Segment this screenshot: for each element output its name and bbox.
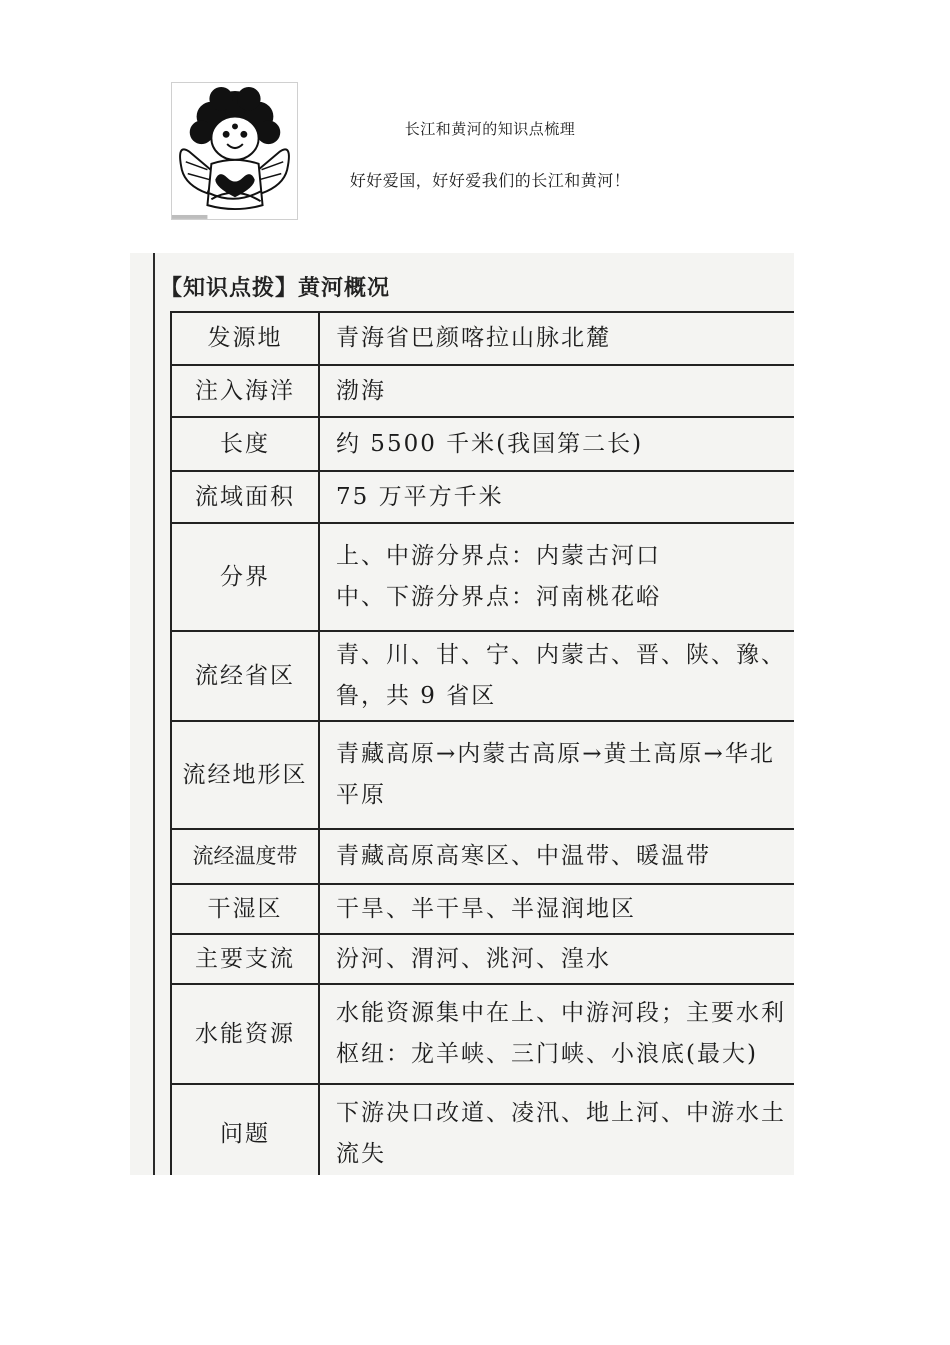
- row-key: 干湿区: [171, 884, 319, 934]
- table-row: [171, 523, 794, 631]
- page-title: 长江和黄河的知识点梳理: [404, 120, 576, 138]
- row-value: 青藏高原高寒区、中温带、暖温带: [319, 829, 794, 884]
- row-key: 主要支流: [171, 934, 319, 984]
- row-value: 干旱、半干旱、半湿润地区: [319, 884, 794, 934]
- row-value: 渤海: [319, 365, 794, 417]
- row-key: 分界: [171, 523, 319, 631]
- yellow-river-facts-table: [170, 311, 794, 1175]
- section-heading: 【知识点拨】黄河概况: [160, 275, 391, 301]
- row-key: 问题: [171, 1084, 319, 1175]
- row-key: 发源地: [171, 312, 319, 365]
- row-key: 流经温度带: [171, 829, 319, 884]
- row-key: 长度: [171, 417, 319, 471]
- row-value: 约 5500 千米(我国第二长): [319, 417, 794, 471]
- row-value: 青海省巴颜喀拉山脉北麓: [319, 312, 794, 365]
- row-value: 水能资源集中在上、中游河段；主要水利枢纽：龙羊峡、三门峡、小浪底(最大): [319, 984, 794, 1084]
- table-row: [171, 417, 794, 471]
- row-key: 注入海洋: [171, 365, 319, 417]
- table-row: [171, 829, 794, 884]
- row-key: 流经省区: [171, 631, 319, 721]
- page-subtitle: 好好爱国，好好爱我们的长江和黄河！: [349, 171, 631, 190]
- row-value: 青藏高原→内蒙古高原→黄土高原→华北平原: [319, 721, 794, 829]
- table-row: [171, 1084, 794, 1175]
- row-value: 75 万平方千米: [319, 471, 794, 523]
- table-row: [171, 721, 794, 829]
- row-key: 水能资源: [171, 984, 319, 1084]
- row-value: 汾河、渭河、洮河、湟水: [319, 934, 794, 984]
- table-row: [171, 312, 794, 365]
- table-row: [171, 631, 794, 721]
- row-value: 下游决口改道、凌汛、地上河、中游水土流失: [319, 1084, 794, 1175]
- table-row: [171, 984, 794, 1084]
- table-row: [171, 365, 794, 417]
- table-row: [171, 884, 794, 934]
- angel-logo: [171, 82, 298, 220]
- table-row: [171, 934, 794, 984]
- row-value: 上、中游分界点：内蒙古河口 中、下游分界点：河南桃花峪: [319, 523, 794, 631]
- margin-line: [153, 253, 155, 1175]
- scanned-textbook-image: [130, 253, 794, 1175]
- table-row: [171, 471, 794, 523]
- angel-cartoon-icon: [172, 83, 297, 219]
- row-key: 流域面积: [171, 471, 319, 523]
- row-key: 流经地形区: [171, 721, 319, 829]
- row-value: 青、川、甘、宁、内蒙古、晋、陕、豫、鲁，共 9 省区: [319, 631, 794, 721]
